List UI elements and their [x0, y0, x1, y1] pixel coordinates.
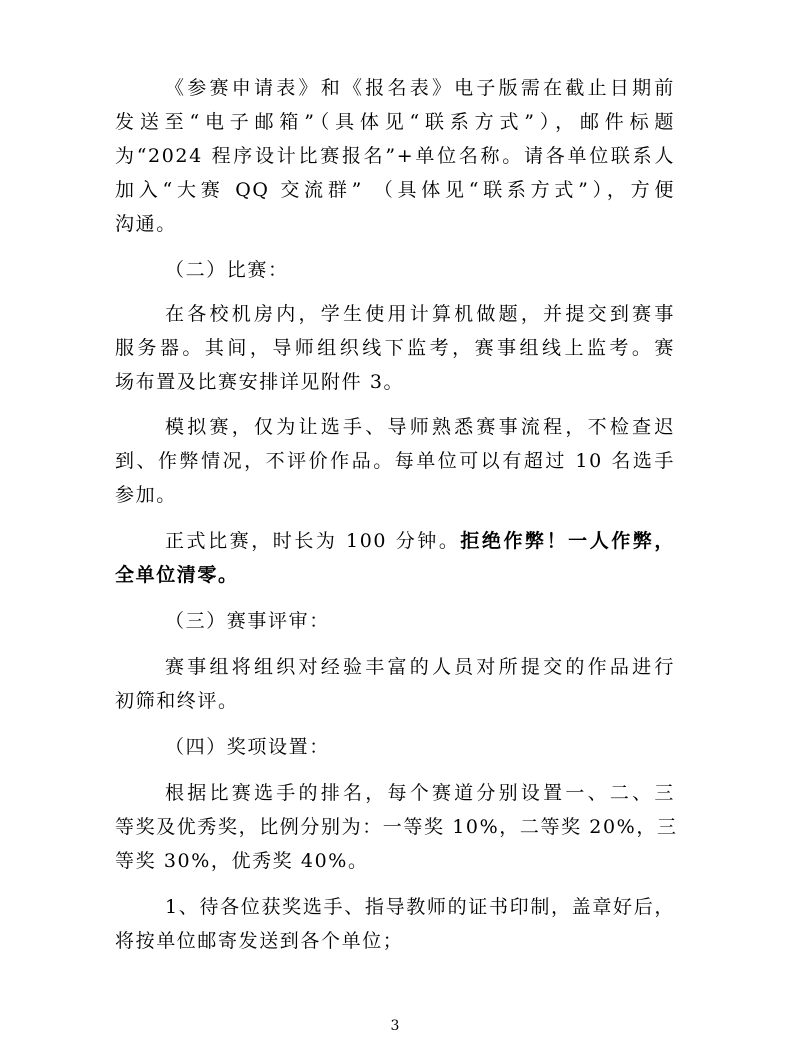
paragraph-line: 在各校机房内，学生使用计算机做题，并提交到赛事 [165, 303, 675, 325]
paragraph-line: 到、作弊情况，不评价作品。每单位可以有超过 10 名选手 [115, 450, 675, 472]
paragraph-submission [115, 71, 675, 241]
heading-text: （二）比赛： [165, 259, 289, 281]
paragraph-review [115, 650, 675, 718]
paragraph-line [115, 524, 675, 558]
paragraph-line: 加入“大赛 QQ 交流群” （具体见“联系方式”），方便 [115, 179, 675, 201]
page-number: 3 [390, 1018, 400, 1034]
paragraph-line: 参加。 [115, 484, 177, 506]
paragraph-line: 发送至“电子邮箱”（具体见“联系方式”），邮件标题 [115, 111, 675, 133]
heading-text: （四）奖项设置： [165, 736, 330, 758]
anti-cheating-warning: 拒绝作弊！一人作弊， [460, 530, 675, 552]
heading-text: （三）赛事评审： [165, 610, 330, 632]
paragraph-mock-contest [115, 410, 675, 512]
section-heading-competition [115, 253, 675, 287]
paragraph-award-ratios [115, 776, 678, 878]
paragraph-certificates [115, 890, 675, 958]
paragraph-line: 等奖 30%，优秀奖 40%。 [115, 850, 369, 872]
paragraph-competition-venue [115, 297, 675, 399]
paragraph-line: 等奖及优秀奖，比例分别为：一等奖 10%，二等奖 20%，三 [115, 816, 678, 838]
anti-cheating-penalty: 全单位清零。 [115, 564, 239, 586]
paragraph-line: 服务器。其间，导师组织线下监考，赛事组线上监考。赛 [115, 337, 675, 359]
section-heading-review [115, 604, 675, 638]
paragraph-line: 1、待各位获奖选手、指导教师的证书印制，盖章好后， [165, 896, 675, 918]
paragraph-line: 沟通。 [115, 213, 177, 235]
paragraph-line: 模拟赛，仅为让选手、导师熟悉赛事流程，不检查迟 [165, 416, 675, 438]
paragraph-line: 《参赛申请表》和《报名表》电子版需在截止日期前 [165, 77, 675, 99]
paragraph-line: 根据比赛选手的排名，每个赛道分别设置一、二、三 [165, 782, 675, 804]
contest-duration-text: 正式比赛，时长为 100 分钟。 [165, 530, 461, 552]
paragraph-line: 将按单位邮寄发送到各个单位； [115, 930, 404, 952]
section-heading-awards [115, 730, 675, 764]
paragraph-line: 为“2024 程序设计比赛报名”+单位名称。请各单位联系人 [115, 145, 675, 167]
paragraph-line: 场布置及比赛安排详见附件 3。 [115, 371, 405, 393]
paragraph-line: 初筛和终评。 [115, 690, 239, 712]
paragraph-line: 赛事组将组织对经验丰富的人员对所提交的作品进行 [165, 656, 675, 678]
paragraph-formal-contest [115, 524, 675, 592]
